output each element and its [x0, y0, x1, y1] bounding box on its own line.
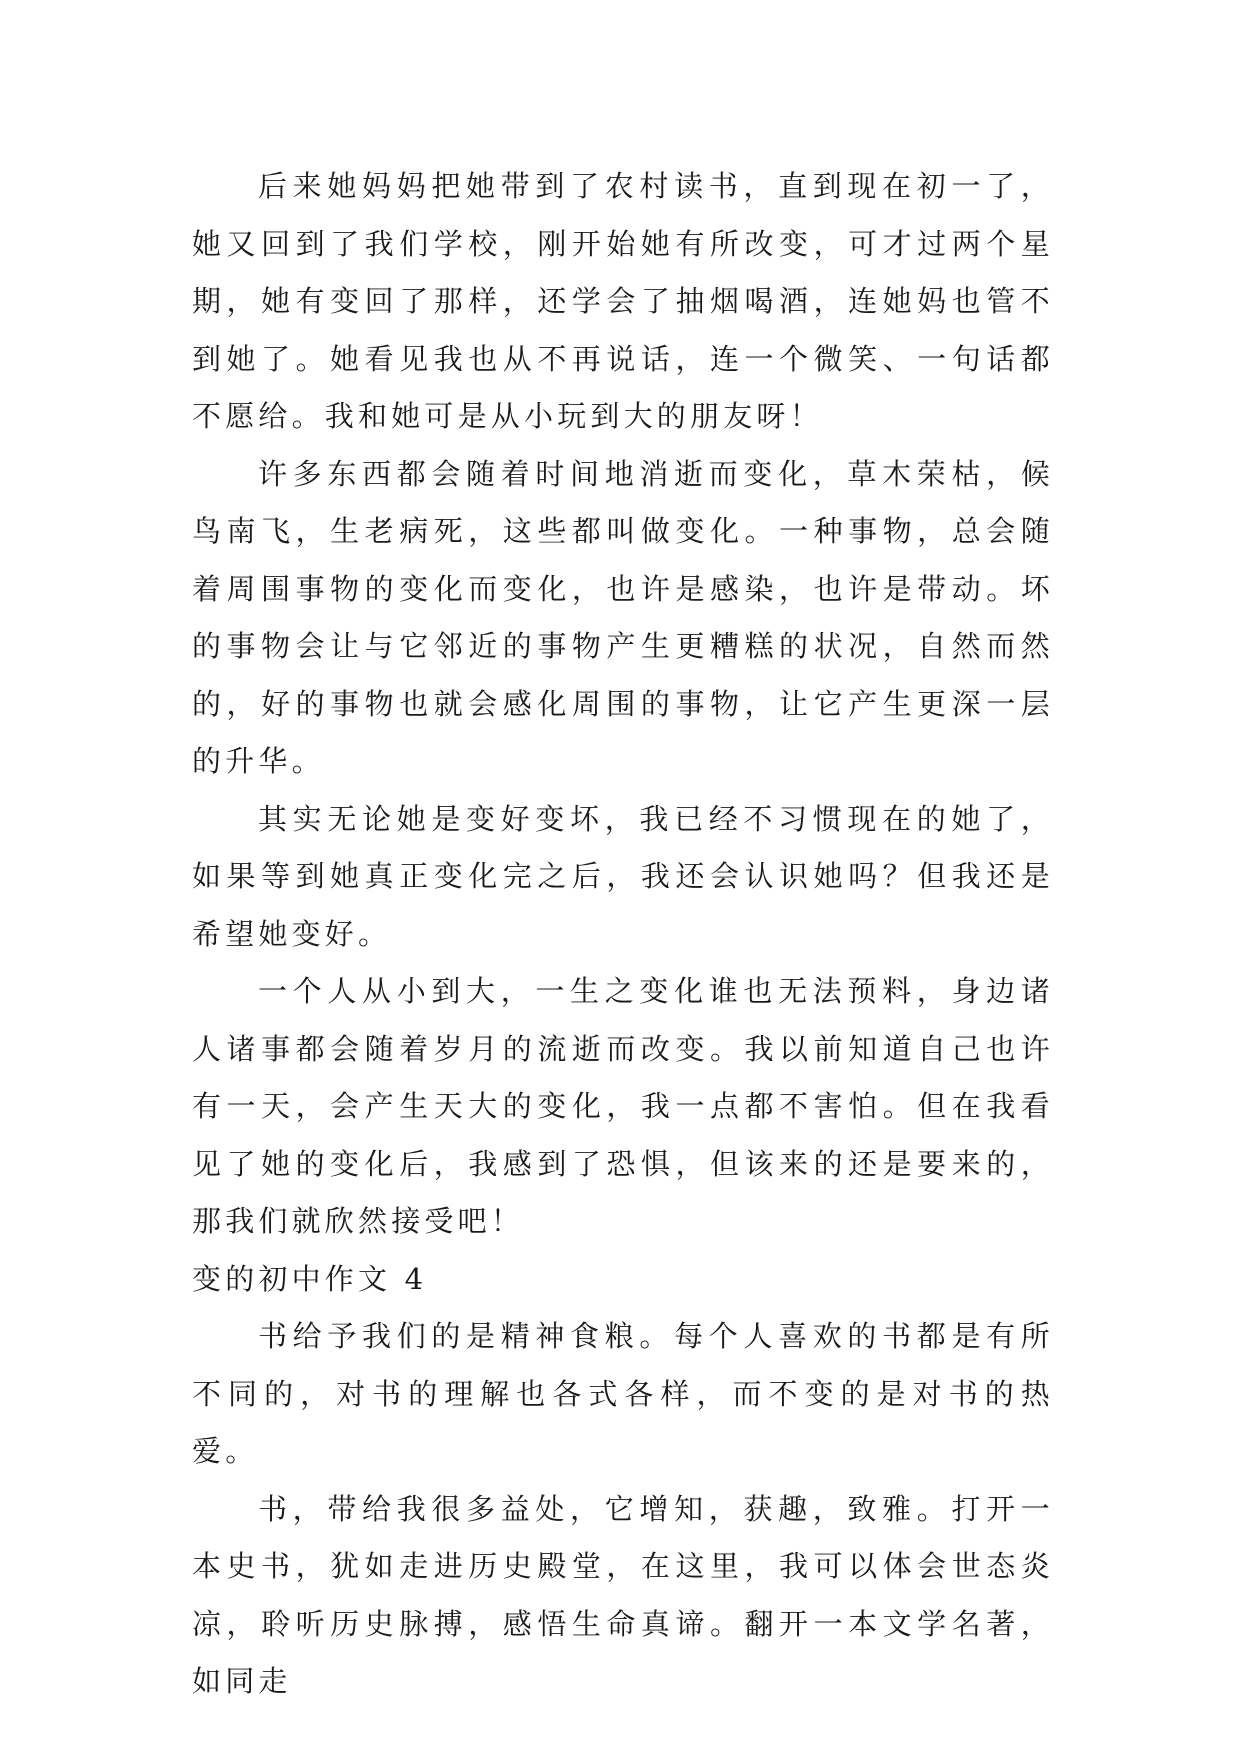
document-page: [192, 158, 1054, 1711]
body-paragraph: 一个人从小到大，一生之变化谁也无法预料，身边诸人诸事都会随着岁月的流逝而改变。我以前知道自己也许有一天，会产生天大的变化，我一点都不害怕。但在我看见了她的变化后，我感到了恐惧，但该来的还是要来的，那我们就欣然接受吧！: [192, 974, 1054, 1238]
section-heading: 变的初中作文 4: [192, 1261, 428, 1296]
body-paragraph: 书，带给我很多益处，它增知，获趣，致雅。打开一本史书，犹如走进历史殿堂，在这里，我可以体会世态炎凉，聆听历史脉搏，感悟生命真谛。翻开一本文学名著，如同走: [192, 1491, 1054, 1698]
body-paragraph: 其实无论她是变好变坏，我已经不习惯现在的她了，如果等到她真正变化完之后，我还会认识她吗？但我还是希望她变好。: [192, 801, 1054, 951]
body-paragraph: 书给予我们的是精神食粮。每个人喜欢的书都是有所不同的，对书的理解也各式各样，而不变的是对书的热爱。: [192, 1319, 1054, 1468]
body-paragraph: 许多东西都会随着时间地消逝而变化，草木荣枯，候鸟南飞，生老病死，这些都叫做变化。一种事物，总会随着周围事物的变化而变化，也许是感染，也许是带动。坏的事物会让与它邻近的事物产生更糟糕的状况，自然而然的，好的事物也就会感化周围的事物，让它产生更深一层的升华。: [192, 456, 1054, 778]
body-paragraph: 后来她妈妈把她带到了农村读书，直到现在初一了，她又回到了我们学校，刚开始她有所改变，可才过两个星期，她有变回了那样，还学会了抽烟喝酒，连她妈也管不到她了。她看见我也从不再说话，连一个微笑、一句话都不愿给。我和她可是从小玩到大的朋友呀！: [192, 169, 1054, 433]
